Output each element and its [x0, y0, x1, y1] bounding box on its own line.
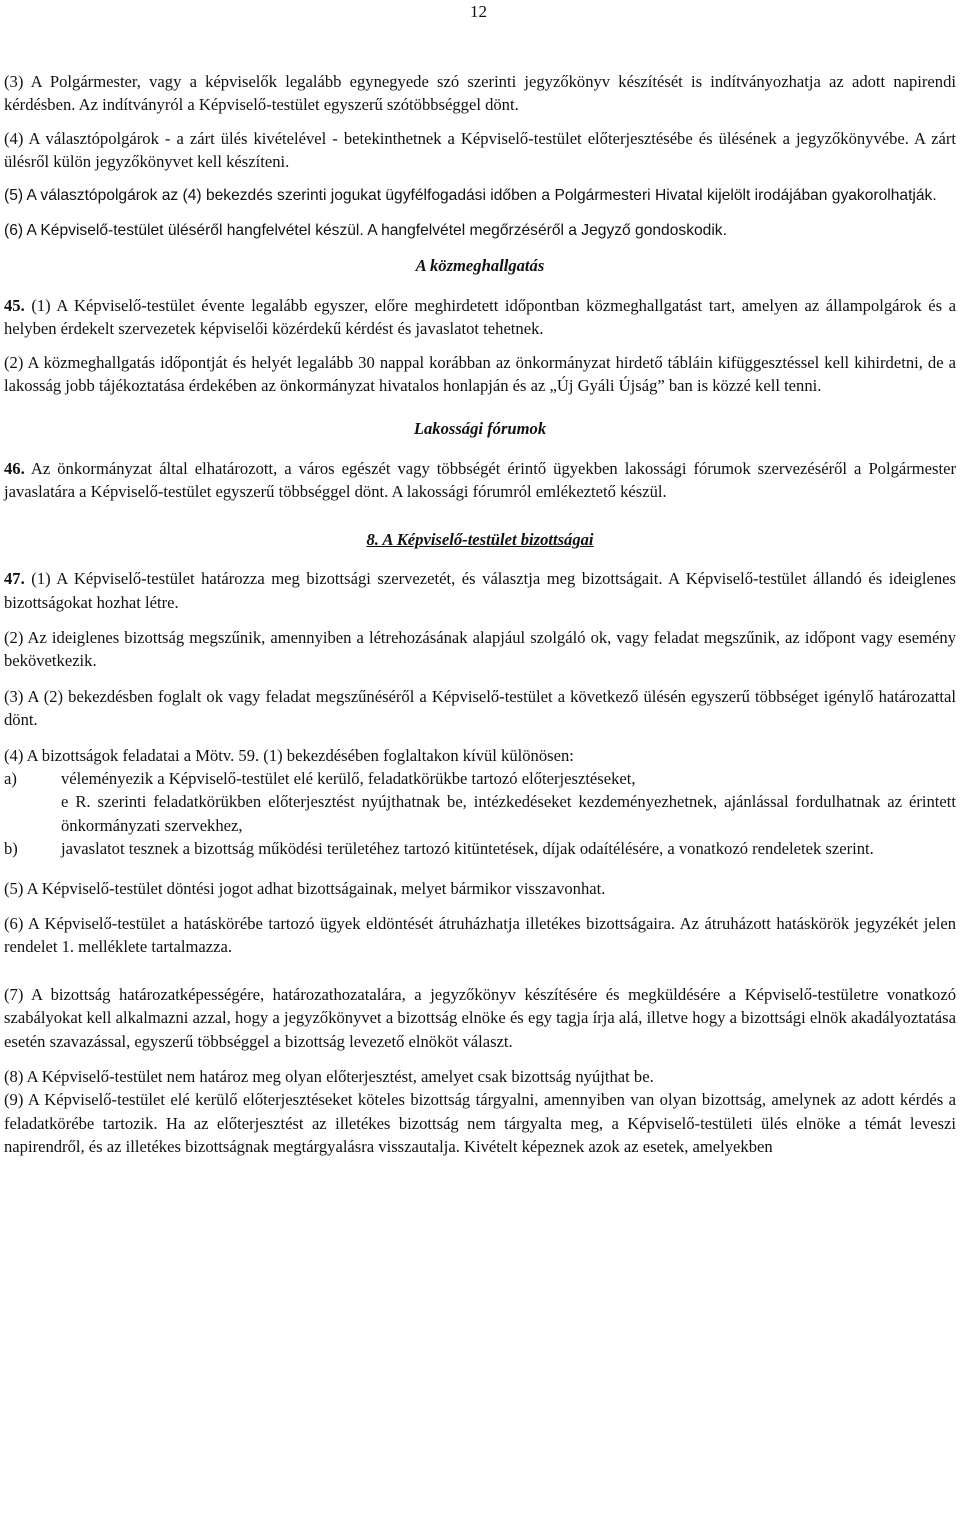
section-46-paragraph — [4, 457, 956, 504]
heading-bizottsagai: 8. A Képviselő-testület bizottságai — [366, 529, 594, 549]
section-45-paragraph-2: (2) A közmeghallgatás időpontját és helyét legalább 30 nappal korábban az önkormányzat hirdető tábláin kifüggesztéssel kell kihirdetni, de a lakosság jobb tájékoztatása érdekében az önkormányzat hivatalos honlapján és az „Új Gyáli Újság” ban is közzé kell tenni. — [4, 352, 956, 396]
list-item-a-text: véleményezik a Képviselő-testület elé kerülő, feladatkörükbe tartozó előterjesztéseket, — [61, 768, 636, 788]
paragraph-4: (4) A választópolgárok - a zárt ülés kivételével - betekinthetnek a Képviselő-testület előterjesztésébe és ülésének a jegyzőkönyvébe. A zárt ülésről külön jegyzőkönyvet kell készíteni. — [4, 128, 956, 172]
list-marker-a: a) — [4, 768, 17, 788]
heading-lakossagi-forumok: Lakossági fórumok — [413, 419, 547, 439]
section-47-paragraph-2: (2) Az ideiglenes bizottság megszűnik, amennyiben a létrehozásának alapjául szolgáló ok, vagy feladat megszűnik, az időpont vagy esemény bekövetkezik. — [4, 627, 956, 671]
section-47-text: (1) A Képviselő-testület határozza meg bizottsági szervezetét, és választja meg bizottságait. A Képviselő-testület állandó és ideiglenes bizottságokat hozhat létre. — [4, 569, 956, 612]
section-45-number: 45. — [4, 295, 25, 315]
section-46-number: 46. — [4, 458, 25, 478]
section-45-text: (1) A Képviselő-testület évente legalább egyszer, előre meghirdetett időpontban közmeghallgatást tart, amelyen az állampolgárok és a helyben érdekelt szervezetek képviselői közérdekű kérdést és javaslatot tehetnek. — [4, 295, 956, 339]
paragraph-6: (6) A Képviselő-testület üléséről hangfelvétel készül. A hangfelvétel megőrzéséről a Jegyző gondoskodik. — [4, 222, 727, 240]
page-number: 12 — [470, 2, 487, 21]
section-45-paragraph-1 — [4, 294, 956, 341]
section-47-number: 47. — [4, 569, 25, 589]
section-47-paragraph-8: (8) A Képviselő-testület nem határoz meg olyan előterjesztést, amelyet csak bizottság nyújthat be. — [4, 1067, 654, 1086]
list-item-b — [4, 837, 956, 860]
paragraph-3: (3) A Polgármester, vagy a képviselők legalább egynegyede szó szerinti jegyzőkönyv készítését is indítványozhatja az adott napirendi kérdésben. Az indítványról a Képviselő-testület egyszerű szótöbbséggel dönt. — [4, 72, 956, 115]
section-47-paragraph-4-intro: (4) A bizottságok feladatai a Mötv. 59. (1) bekezdésében foglaltakon kívül különösen: — [4, 745, 574, 765]
list-item-a-continuation: e R. szerinti feladatkörükben előterjesztést nyújthatnak be, intézkedéseket kezdeményezhetnek, ajánlással fordulhatnak az érintett önkormányzati szervekhez, — [61, 792, 956, 835]
section-47-paragraph-5: (5) A Képviselő-testület döntési jogot adhat bizottságainak, melyet bármikor visszavonhat. — [4, 878, 606, 898]
section-46-text: Az önkormányzat által elhatározott, a város egészét vagy többségét érintő ügyekben lakossági fórumok szervezéséről a Polgármester javaslatára a Képviselő-testület egyszerű többséggel dönt. A lakossági fórumról emlékeztető készül. — [4, 458, 956, 502]
heading-kozmeghallgatas: A közmeghallgatás — [415, 256, 545, 276]
list-item-a — [4, 767, 956, 790]
section-47-paragraph-3: (3) A (2) bekezdésben foglalt ok vagy feladat megszűnéséről a Képviselő-testület a következő ülésén egyszerű többséget igénylő határozattal dönt. — [4, 686, 956, 730]
section-47-paragraph-1 — [4, 567, 956, 614]
section-47-paragraph-7: (7) A bizottság határozatképességére, határozathozatalára, a jegyzőkönyv készítésére és megküldésére a Képviselő-testületre vonatkozó szabályokat kell alkalmazni azzal, hogy a jegyzőkönyvet a bizottság elnöke és egy tagja írja alá, illetve hogy a bizottsági elnök akadályoztatása esetén szavazással, egyszerű többséggel a bizottság levezető elnököt választ. — [4, 984, 956, 1051]
section-47-paragraph-6: (6) A Képviselő-testület a hatáskörébe tartozó ügyek eldöntését átruházhatja illetékes bizottságaira. Az átruházott hatáskörök jegyzékét jelen rendelet 1. melléklete tartalmazza. — [4, 913, 956, 957]
section-47-paragraph-9: (9) A Képviselő-testület elé kerülő előterjesztéseket köteles bizottság tárgyalni, amennyiben van olyan bizottság, amelynek az adott kérdés a feladatkörébe tartozik. Ha az előterjesztést az illetékes bizottság nem tárgyalta meg, a Képviselő-testületi ülés elnöke a témát leveszi napirendről, és az illetékes bizottságnak megtárgyalásra visszautalja. Kivételt képeznek azok az esetek, amelyekben — [4, 1090, 956, 1157]
list-item-b-text: javaslatot tesznek a bizottság működési területéhez tartozó kitüntetések, díjak odaítélésére, a vonatkozó rendeletek szerint. — [61, 839, 874, 859]
list-marker-b: b) — [4, 839, 18, 859]
paragraph-5: (5) A választópolgárok az (4) bekezdés szerinti jogukat ügyfélfogadási időben a Polgármesteri Hivatal kijelölt irodájában gyakorolhatják. — [4, 186, 937, 204]
document-body — [4, 70, 956, 1159]
